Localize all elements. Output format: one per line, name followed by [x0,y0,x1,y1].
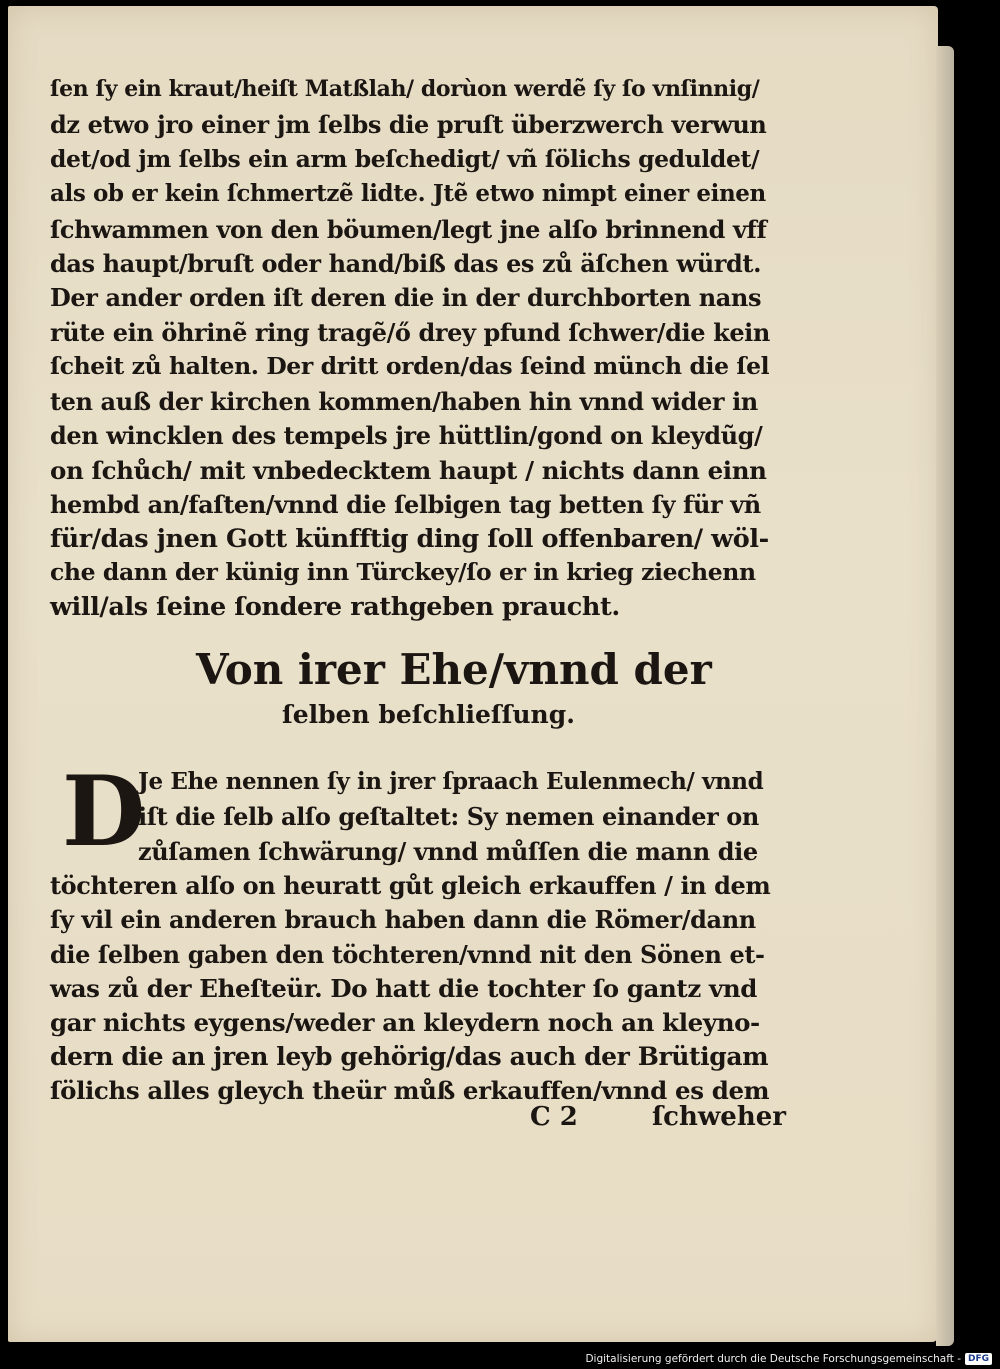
text-line: für/das jnen Gott künfftig ding ſoll offenbaren/ wöl- [50,524,769,554]
text-line: Der ander orden iſt deren die in der durchborten nans [50,283,762,312]
text-line: den wincklen des tempels jre hüttlin/gond on kleydũg/ [50,421,763,450]
text-line: zůſamen ſchwärung/ vnnd můſſen die mann die [138,837,758,866]
text-line: ten auß der kirchen kommen/haben hin vnnd wider in [50,387,758,416]
footer-text: Digitalisierung gefördert durch die Deutsche Forschungsgemeinschaft - [585,1353,961,1365]
catchword: ſchweher [652,1102,786,1132]
text-line: was zů der Eheſteür. Do hatt die tochter ſo gantz vnd [50,974,757,1003]
dfg-logo: DFG [965,1353,992,1365]
text-line: das haupt/bruſt oder hand/biß das es zů äſchen würdt. [50,249,762,278]
text-line: ſölichs alles gleych theür můß erkauffen/vnnd es dem [50,1076,770,1105]
section-heading: Von irer Ehe/vnnd der [196,645,712,694]
text-line: als ob er kein ſchmertzẽ lidte. Jtẽ etwo nimpt einer einen [50,180,766,207]
digitization-footer [585,1353,992,1365]
text-line: rüte ein öhrinẽ ring tragẽ/ő drey pfund ſchwer/die kein [50,318,770,347]
text-line: ſy vil ein anderen brauch haben dann die Römer/dann [50,905,756,934]
text-line: dz etwo jro einer jm ſelbs die pruſt überzwerch verwun [50,110,767,139]
text-line: will/als ſeine ſondere rathgeben praucht. [50,592,620,622]
text-line: ſchwammen von den böumen/legt jne alſo brinnend vff [50,215,767,244]
text-line: ſen ſy ein kraut/heiſt Matßlah/ dorùon werdẽ ſy ſo vnſinnig/ [50,76,760,102]
text-line: gar nichts eygens/weder an kleydern noch an kleyno- [50,1008,760,1037]
text-line: Je Ehe nennen ſy in jrer ſpraach Eulenmech/ vnnd [138,768,764,795]
text-line: on ſchůch/ mit vnbedecktem haupt / nichts dann einn [50,456,767,485]
decorated-initial: D [62,755,146,868]
text-line: che dann der künig inn Türckey/ſo er in krieg ziechenn [50,558,756,586]
text-line: dern die an jren leyb gehörig/das auch der Brütigam [50,1042,769,1071]
section-subheading: ſelben beſchlieſſung. [282,700,575,729]
page-edge [936,46,954,1346]
text-line: det/od jm ſelbs ein arm beſchedigt/ vñ ſölichs geduldet/ [50,145,760,173]
text-line: hembd an/faſten/vnnd die ſelbigen tag betten ſy für vñ [50,490,761,519]
signature-mark: C 2 [530,1102,578,1132]
text-line: töchteren alſo on heuratt gůt gleich erkauffen / in dem [50,871,771,900]
text-line: die ſelben gaben den töchteren/vnnd nit den Sönen et- [50,940,765,969]
text-line: iſt die ſelb alſo geſtaltet: Sy nemen einander on [138,802,759,831]
text-line: ſcheit zů halten. Der dritt orden/das ſeind münch die ſel [50,352,770,380]
